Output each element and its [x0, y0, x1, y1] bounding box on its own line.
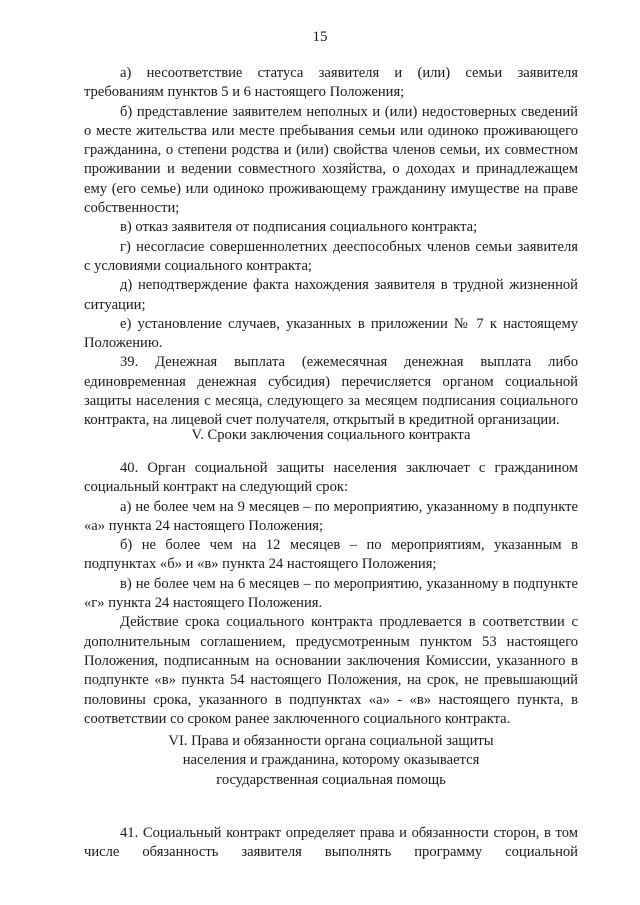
- page-number: 15: [312, 29, 328, 45]
- paragraphs-top: [84, 64, 578, 431]
- paragraphs-mid: [84, 459, 578, 729]
- paragraph: 39. Денежная выплата (ежемесячная денежная выплата либо единовременная денежная субсидия) перечисляется органом социальной защиты населения с месяца, следующего за месяцем подписания социального контракта, на лицевой счет получателя, открытый в кредитной организации.: [84, 354, 578, 429]
- paragraph: а) несоответствие статуса заявителя и (или) семьи заявителя требованиям пунктов 5 и 6 настоящего Положения;: [84, 65, 578, 101]
- paragraph: б) не более чем на 12 месяцев – по мероприятиям, указанным в подпунктах «б» и «в» пункта 24 настоящего Положения;: [84, 537, 578, 573]
- section-6-title-line: VI. Права и обязанности органа социальной защиты: [168, 733, 494, 749]
- paragraph: в) отказ заявителя от подписания социального контракта;: [120, 219, 478, 236]
- paragraph: а) не более чем на 9 месяцев – по мероприятию, указанному в подпункте «а» пункта 24 настоящего Положения;: [84, 498, 578, 534]
- section-6-title-line: государственная социальная помощь: [216, 771, 446, 788]
- section-6-title: [84, 732, 578, 790]
- paragraph: б) представление заявителем неполных и (или) недостоверных сведений о месте жительства или месте пребывания семьи или одиноко проживающего гражданина, о степени родства и (или) свойства членов семьи, их совместном проживании и ведении совместного хозяйства, о доходах и принадлежащем ему (его семье) или одиноко проживающему гражданину имуществе на праве собственности;: [84, 103, 578, 217]
- paragraph: е) установление случаев, указанных в приложении № 7 к настоящему Положению.: [84, 315, 578, 352]
- paragraph: 40. Орган социальной защиты населения заключает с гражданином социальный контракт на следующий срок:: [84, 460, 578, 496]
- paragraphs-bottom: [84, 824, 578, 863]
- paragraph: д) неподтверждение факта нахождения заявителя в трудной жизненной ситуации;: [84, 277, 578, 313]
- paragraph: в) не более чем на 6 месяцев – по мероприятию, указанному в подпункте «г» пункта 24 настоящего Положения.: [84, 575, 578, 612]
- paragraph: Действие срока социального контракта продлевается в соответствии с дополнительным соглашением, предусмотренным пунктом 53 настоящего Положения, подписанным на основании заключения Комиссии, указанного в подпункте «в» пункта 54 настоящего Положения, на срок, не превышающий половины срока, указанного в подпунктах «а» - «в» настоящего пункта, в соответствии со сроком ранее заключенного социального контракта.: [84, 614, 578, 727]
- paragraph: г) несогласие совершеннолетних дееспособных членов семьи заявителя с условиями социального контракта;: [84, 238, 578, 274]
- paragraph: 41. Социальный контракт определяет права и обязанности сторон, в том числе обязанность заявителя выполнять программу социальной: [84, 825, 578, 861]
- section-6-title-line: населения и гражданина, которому оказывается: [182, 752, 480, 769]
- section-5-title: V. Сроки заключения социального контракта: [191, 427, 471, 443]
